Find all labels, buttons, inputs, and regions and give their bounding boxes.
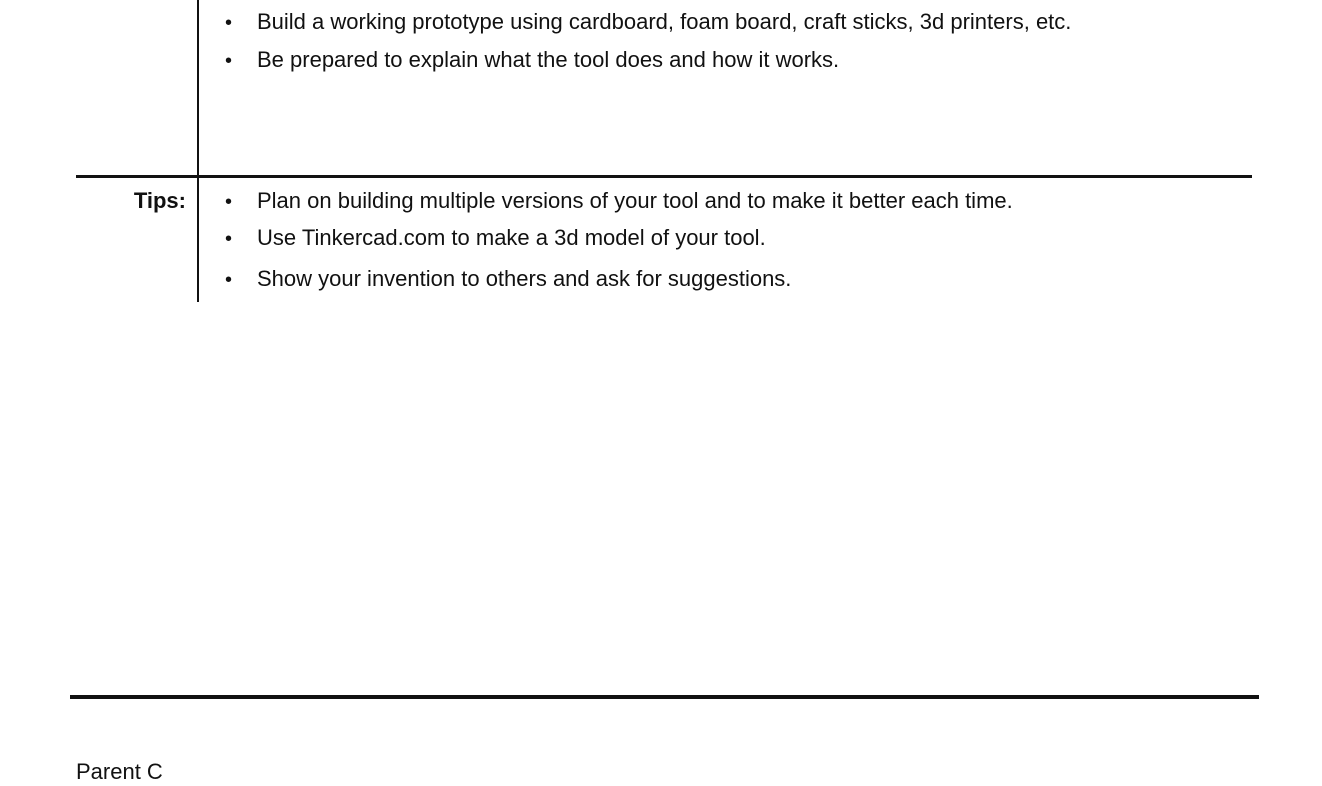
list-item <box>222 46 1071 75</box>
tips-list <box>222 187 1013 294</box>
tips-label: Tips: <box>133 188 186 213</box>
table-column-divider-top <box>197 0 199 177</box>
list-item-text: Show your invention to others and ask for suggestions. <box>257 266 792 291</box>
bullet-icon: • <box>225 50 233 72</box>
bullet-icon: • <box>225 269 233 291</box>
bullet-icon: • <box>225 12 233 34</box>
list-item <box>222 8 1071 37</box>
table-row-divider <box>76 175 1252 178</box>
bullet-icon: • <box>225 191 233 213</box>
list-item-text: Use Tinkercad.com to make a 3d model of your tool. <box>257 225 766 250</box>
list-item-text: Plan on building multiple versions of your tool and to make it better each time. <box>257 188 1013 213</box>
list-item <box>222 187 1013 216</box>
list-item-text: Be prepared to explain what the tool does and how it works. <box>257 47 840 72</box>
list-item-text: Build a working prototype using cardboard, foam board, craft sticks, 3d printers, etc. <box>257 9 1072 34</box>
list-item <box>222 224 1013 253</box>
list-item <box>222 265 1013 294</box>
requirements-list <box>222 8 1071 84</box>
section-divider <box>70 695 1259 699</box>
table-column-divider-tips <box>197 178 199 302</box>
bullet-icon: • <box>225 228 233 250</box>
partial-heading-text: Parent C <box>76 759 163 784</box>
